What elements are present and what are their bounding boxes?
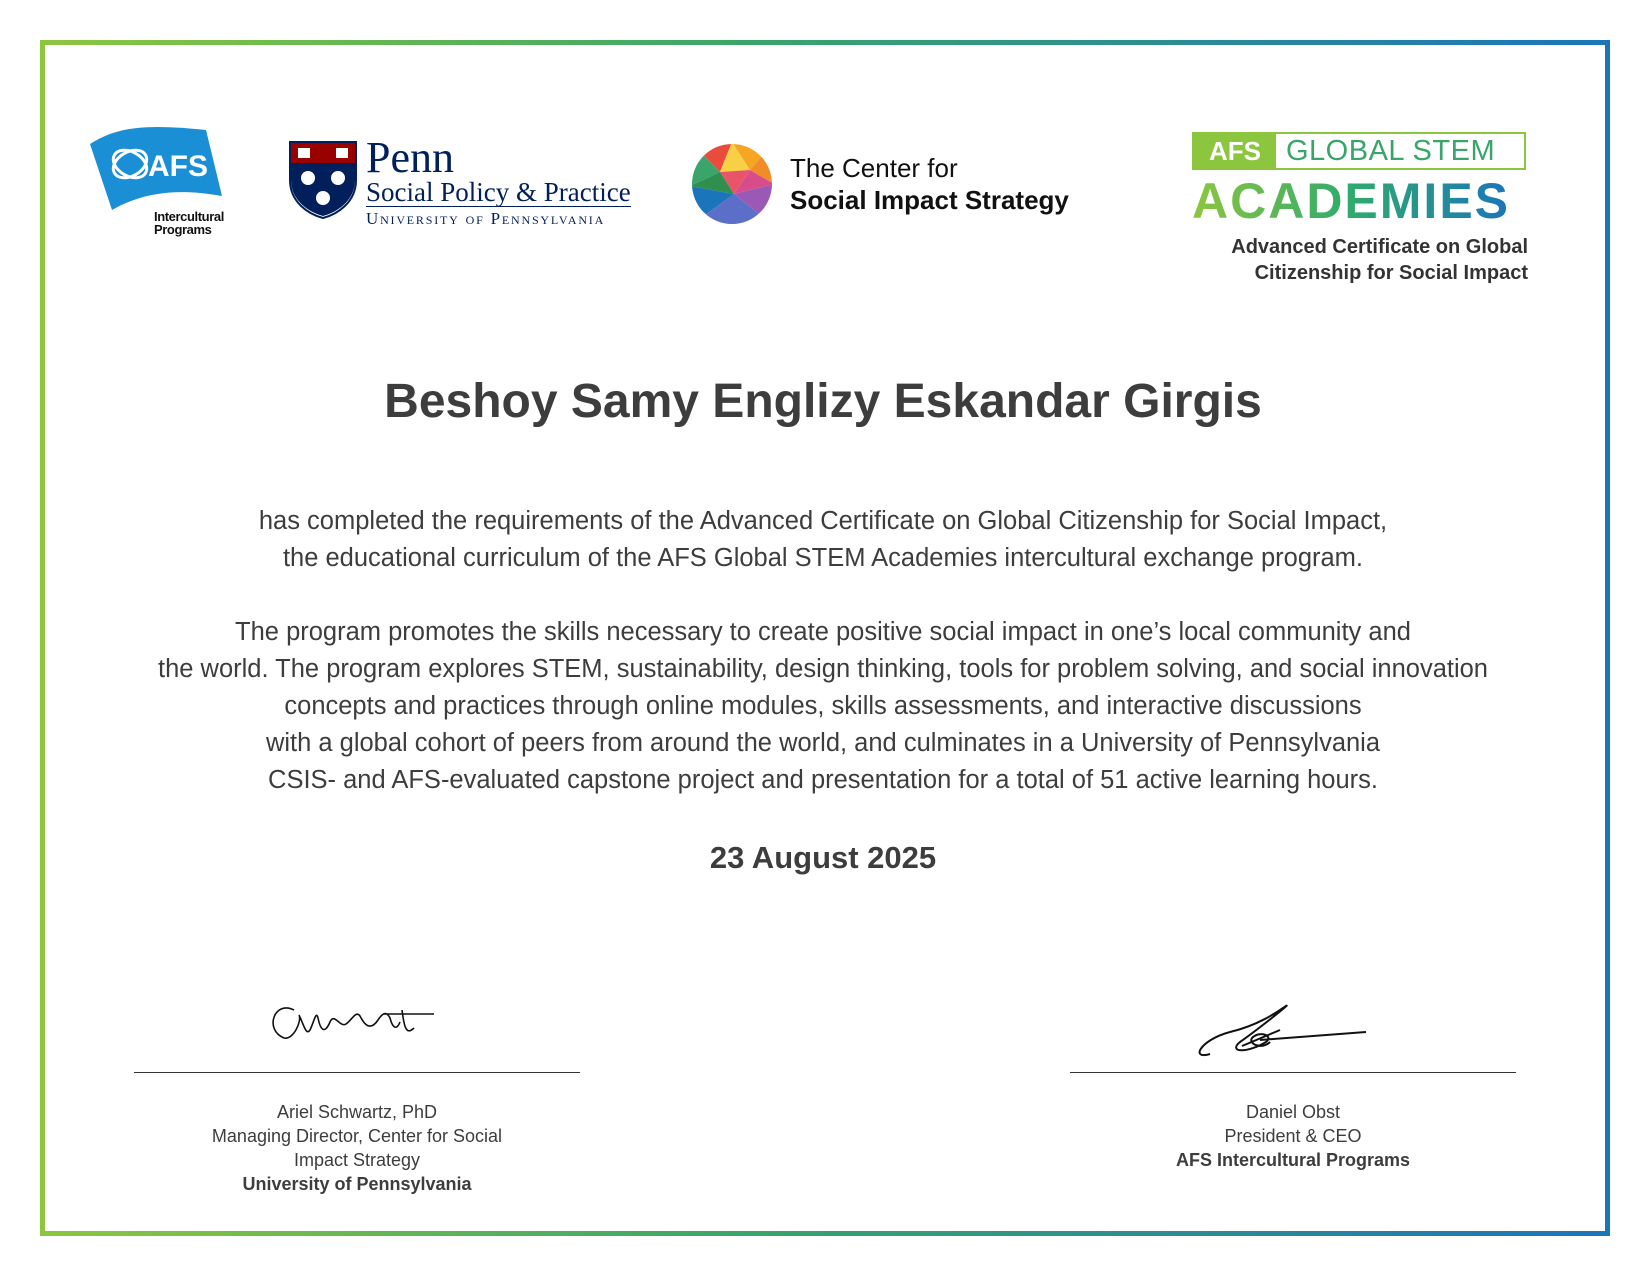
signatory-name: Daniel Obst (1245, 1102, 1341, 1122)
csis-logo (690, 142, 1090, 226)
gsa-certificate-name (1231, 234, 1528, 286)
gsa-cert-line2: Citizenship for Social Impact (1254, 262, 1528, 284)
completion-line: has completed the requirements of the Advanced Certificate on Global Citizenship for Social Impact, (258, 507, 1388, 535)
signature-block-left (134, 970, 580, 1196)
penn-wordmark: Penn (366, 133, 454, 182)
afs-sub-line1: Intercultural (154, 209, 224, 224)
gsa-global-stem-label: GLOBAL STEM (1286, 135, 1496, 167)
description-line: concepts and practices through online modules, skills assessments, and interactive discussions (284, 692, 1362, 720)
penn-shield-icon (288, 140, 358, 220)
signatory-organization: University of Pennsylvania (242, 1174, 472, 1194)
signatory-name: Ariel Schwartz, PhD (276, 1102, 438, 1122)
signature-line (134, 1072, 580, 1073)
afs-logo (88, 122, 238, 242)
afs-subtitle (154, 210, 224, 236)
penn-logo (288, 133, 648, 234)
gsa-header-box (1192, 132, 1526, 170)
description-line: the world. The program explores STEM, sustainability, design thinking, tools for problem solving, and social innovation (158, 655, 1488, 683)
afs-flag-icon (88, 122, 238, 222)
gsa-cert-line1: Advanced Certificate on Global (1231, 236, 1528, 258)
global-stem-academies-logo (1188, 132, 1528, 282)
penn-school-name: Social Policy & Practice (366, 177, 631, 207)
signatory-title: President & CEO (1224, 1126, 1362, 1146)
gsa-afs-label: AFS (1194, 134, 1276, 168)
svg-text:AFS: AFS (148, 150, 208, 183)
program-description (60, 614, 1586, 799)
afs-sub-line2: Programs (154, 222, 212, 237)
completion-line: the educational curriculum of the AFS Global STEM Academies intercultural exchange program. (282, 544, 1364, 572)
csis-line1: The Center for (790, 153, 958, 183)
signature-daniel-obst (1070, 970, 1516, 1070)
signatory-organization: AFS Intercultural Programs (1175, 1150, 1411, 1170)
signature-line (1070, 1072, 1516, 1073)
csis-polygon-globe-icon (690, 142, 774, 226)
recipient-name: Beshoy Samy Englizy Eskandar Girgis (384, 375, 1262, 428)
signature-ariel-schwartz (134, 970, 580, 1070)
signatory-title: Impact Strategy (293, 1150, 421, 1170)
completion-statement (60, 503, 1586, 577)
description-line: CSIS- and AFS-evaluated capstone project and presentation for a total of 51 active learning hours. (268, 766, 1378, 794)
penn-university-name: University of Pennsylvania (366, 209, 606, 228)
issue-date: 23 August 2025 (709, 840, 937, 875)
description-line: with a global cohort of peers from around the world, and culminates in a University of Pennsylvania (265, 729, 1381, 757)
csis-line2: Social Impact Strategy (790, 185, 1069, 215)
signature-block-right (1070, 970, 1516, 1172)
signatory-title: Managing Director, Center for Social (211, 1126, 503, 1146)
gsa-academies-wordmark: ACADEMIES (1192, 173, 1511, 229)
description-line: The program promotes the skills necessary to create positive social impact in one’s local community and (235, 618, 1411, 646)
